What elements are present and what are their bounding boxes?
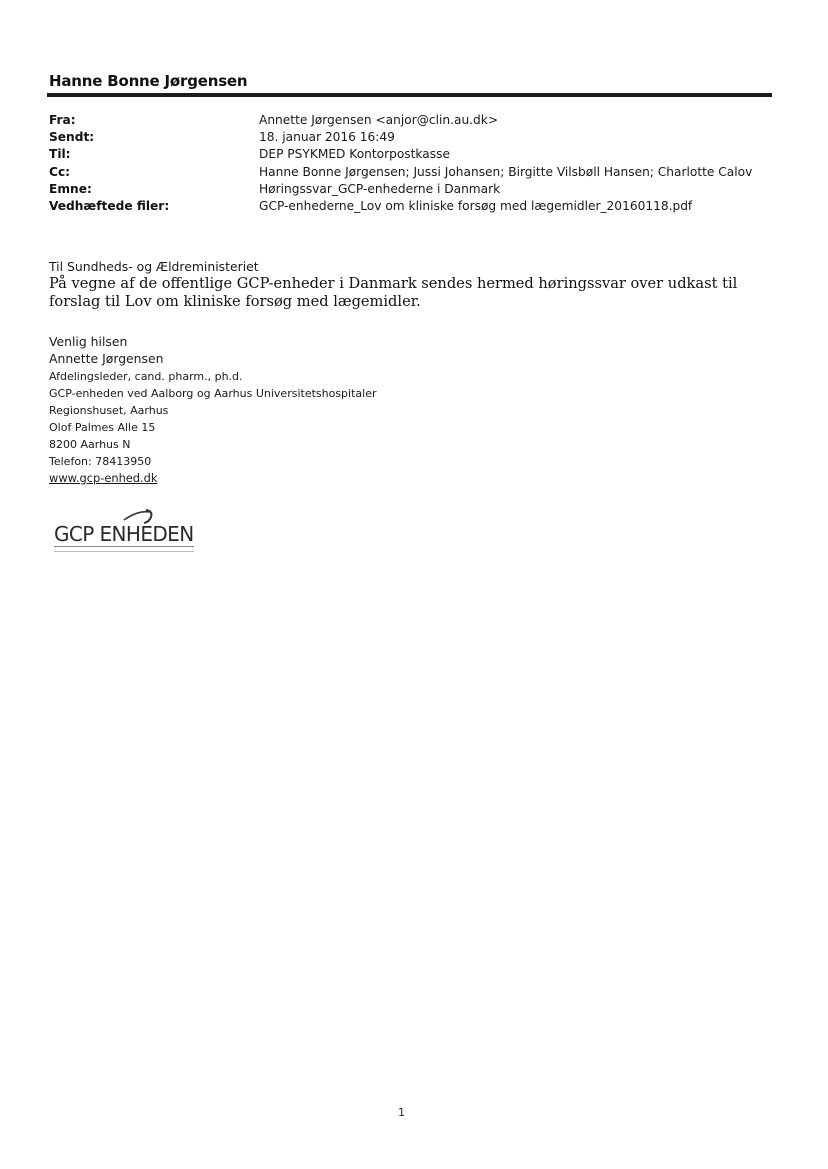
header-value: Høringssvar_GCP-enhederne i Danmark (259, 181, 501, 196)
header-label: Fra: (49, 113, 76, 127)
header-value: 18. januar 2016 16:49 (259, 130, 395, 145)
message-body (49, 258, 779, 311)
header-value: DEP PSYKMED Kontorpostkasse (259, 147, 450, 162)
gcp-logo (50, 506, 200, 554)
header-label: Cc: (49, 164, 71, 179)
page-number: 1 (398, 1106, 405, 1119)
header-value: Hanne Bonne Jørgensen; Jussi Johansen; Birgitte Vilsbøll Hansen; Charlotte Calov (259, 164, 753, 179)
salutation: Til Sundheds- og Ældreministeriet (49, 259, 259, 274)
header-value: Annette Jørgensen <anjor@clin.au.dk> (259, 113, 499, 127)
signature-title: Afdelingsleder, cand. pharm., ph.d. (49, 369, 243, 383)
header-label: Sendt: (49, 130, 95, 145)
email-headers (49, 112, 769, 215)
signature-block (49, 333, 377, 487)
header-row-to (49, 146, 769, 163)
logo-wordmark: GCP ENHEDEN (54, 522, 194, 546)
header-label: Vedhæftede filer: (49, 198, 170, 213)
header-row-attachments (49, 198, 769, 215)
header-row-sent (49, 129, 769, 146)
sender-name: Hanne Bonne Jørgensen (49, 72, 248, 90)
header-row-cc (49, 164, 769, 181)
body-text: På vegne af de offentlige GCP-enheder i Danmark sendes hermed høringssvar over udkast til forslag til Lov om kliniske forsøg med lægemidler. (49, 275, 738, 310)
header-label: Til: (49, 147, 71, 162)
header-row-subject (49, 181, 769, 198)
signature-name: Annette Jørgensen (49, 351, 164, 367)
signature-street: Olof Palmes Alle 15 (49, 420, 156, 434)
signature-organization: GCP-enheden ved Aalborg og Aarhus Universitetshospitaler (49, 386, 377, 400)
signature-phone: Telefon: 78413950 (49, 454, 152, 468)
attachment-filename: GCP-enhederne_Lov om kliniske forsøg med lægemidler_20160118.pdf (259, 198, 693, 213)
header-divider (47, 93, 772, 97)
logo-subline (54, 546, 194, 552)
signature-greeting: Venlig hilsen (49, 334, 128, 349)
signature-building: Regionshuset, Aarhus (49, 403, 169, 417)
signature-city: 8200 Aarhus N (49, 437, 131, 451)
header-label: Emne: (49, 181, 92, 196)
header-row-from (49, 112, 769, 129)
website-link[interactable]: www.gcp-enhed.dk (49, 470, 158, 485)
